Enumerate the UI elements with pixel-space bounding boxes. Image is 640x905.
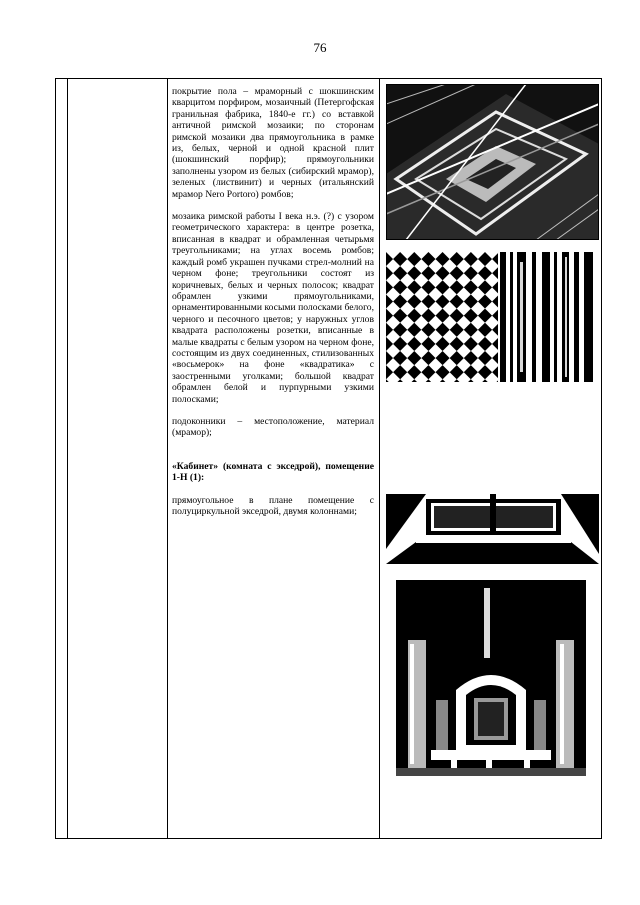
column-separator-3 bbox=[379, 78, 380, 839]
column-separator-1 bbox=[67, 78, 68, 839]
cabinet-heading: «Кабинет» (комната с экседрой), помещение 1-Н (1): bbox=[172, 460, 374, 484]
rhomb-pattern-photo bbox=[386, 252, 599, 382]
column-separator-2 bbox=[167, 78, 168, 839]
roman-mosaic-paragraph: мозаика римской работы I века н.э. (?) с узором геометрического характера: в центре розетка, вписанная в квадрат и обрамленная четырьмя треугольниками; на углах восемь ромбов; каждый ромб украшен пучками стрел-молний на черном фоне; треугольники состоят из коричневых, белых и черных полосок; квадрат обрамлен узкими прямоугольниками, орнаментированными косыми полосками белого, черного и песочного цветов; у наружных углов квадрата расположены розетки, вписанные в малые квадраты с белым узором на черном фоне, состоящим из двух соединенных, стилизованных «восьмерок» на фоне «квадратика» с заостренными уголками; большой квадрат обрамлен белой и пурпурными узкими полосками; bbox=[172, 211, 374, 405]
table-border-right bbox=[601, 78, 602, 839]
floor-mosaic-photo-graphic bbox=[386, 84, 599, 240]
table-border-top bbox=[55, 78, 602, 79]
page-number: 76 bbox=[313, 40, 327, 55]
rhomb-pattern-graphic bbox=[386, 252, 599, 382]
table-border-left bbox=[55, 78, 56, 839]
table-border-bottom bbox=[55, 838, 602, 839]
window-sill-graphic bbox=[386, 494, 599, 564]
floor-covering-paragraph: покрытие пола – мраморный с шокшинским кварцитом порфиром, мозаичный (Петергофская гранильная фабрика, 1840-е гг.) со вставкой античной римской мозаики; по сторонам римской мозаики два прямоугольника в рамке из, белых, черной и одной красной плит (шокшинский порфир); прямоугольники заполнены узором из белых (сибирский мрамор), зеленых (листвинит) и черных (итальянский мрамор Nero Portoro) ромбов; bbox=[172, 86, 374, 200]
room-description-paragraph: прямоугольное в плане помещение с полуциркульной экседрой, двумя колоннами; bbox=[172, 494, 374, 517]
cabinet-interior-photo bbox=[396, 580, 586, 776]
floor-mosaic-photo bbox=[386, 84, 599, 240]
description-column bbox=[172, 86, 374, 517]
window-sill-photo bbox=[386, 494, 599, 564]
window-sills-paragraph: подоконники – местоположение, материал (мрамор); bbox=[172, 415, 374, 439]
cabinet-interior-graphic bbox=[396, 580, 586, 776]
